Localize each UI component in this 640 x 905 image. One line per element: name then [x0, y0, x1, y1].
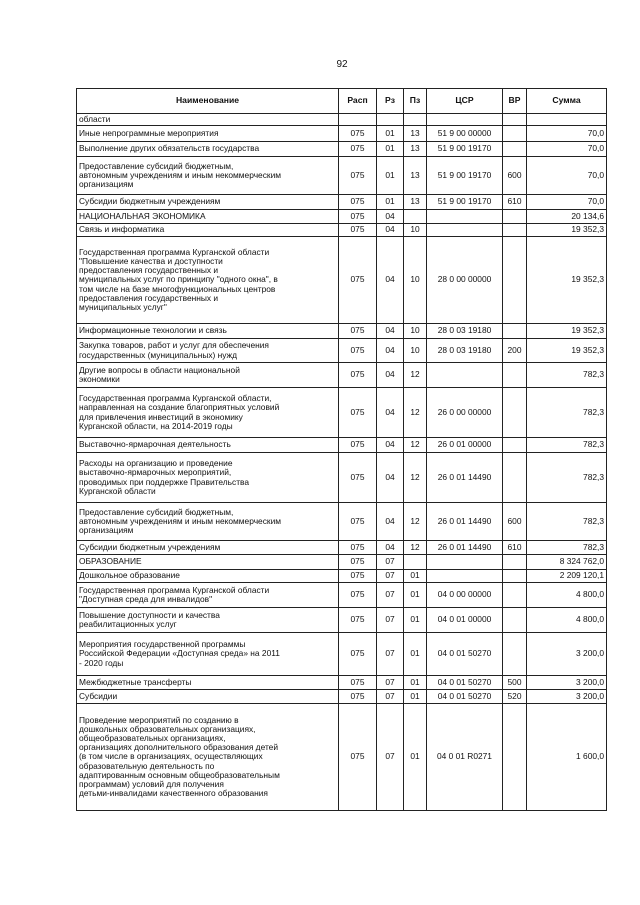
- cell-name: Субсидии бюджетным учреждениям: [77, 195, 339, 210]
- cell-name: Повышение доступности и качества реабилитационных услуг: [77, 608, 339, 633]
- cell-sum: 70,0: [527, 142, 607, 157]
- cell-name: Закупка товаров, работ и услуг для обеспечения государственных (муниципальных) нужд: [77, 339, 339, 363]
- cell-name: Проведение мероприятий по созданию в дошкольных образовательных организациях, общеобразовательных организациях, организациях дополнительного образования детей (в том числе в организациях, осуществляющих образовательную деятельность по адаптированным основным общеобразовательным программам) условий для получения детьми-инвалидами качественного образования: [77, 704, 339, 811]
- cell-pz: 12: [404, 388, 427, 438]
- cell-name: Дошкольное образование: [77, 570, 339, 583]
- cell-rasp: 075: [339, 633, 377, 676]
- cell-csr: 04 0 01 50270: [427, 690, 503, 704]
- table-row: [77, 142, 607, 157]
- cell-name: Межбюджетные трансферты: [77, 676, 339, 690]
- header-pz: Пз: [404, 89, 427, 114]
- cell-sum: 4 800,0: [527, 583, 607, 608]
- cell-name: ОБРАЗОВАНИЕ: [77, 555, 339, 570]
- cell-sum: 3 200,0: [527, 676, 607, 690]
- cell-csr: 26 0 01 14490: [427, 503, 503, 541]
- cell-rz: 04: [377, 503, 404, 541]
- cell-vr: [503, 126, 527, 142]
- table-row: [77, 690, 607, 704]
- table-row: [77, 157, 607, 195]
- cell-csr: [427, 555, 503, 570]
- cell-csr: 51 9 00 00000: [427, 126, 503, 142]
- cell-rasp: 075: [339, 363, 377, 388]
- cell-vr: [503, 388, 527, 438]
- cell-csr: 26 0 00 00000: [427, 388, 503, 438]
- cell-csr: 04 0 01 50270: [427, 633, 503, 676]
- cell-rasp: 075: [339, 704, 377, 811]
- cell-csr: [427, 570, 503, 583]
- cell-rz: 01: [377, 157, 404, 195]
- cell-rasp: 075: [339, 453, 377, 503]
- cell-pz: 01: [404, 704, 427, 811]
- cell-sum: 4 800,0: [527, 608, 607, 633]
- header-rz: Рз: [377, 89, 404, 114]
- table-row: [77, 210, 607, 224]
- cell-sum: [527, 114, 607, 126]
- table-body: [77, 114, 607, 811]
- cell-sum: 70,0: [527, 157, 607, 195]
- cell-vr: [503, 324, 527, 339]
- cell-sum: 19 352,3: [527, 224, 607, 237]
- cell-pz: 12: [404, 503, 427, 541]
- cell-csr: 51 9 00 19170: [427, 142, 503, 157]
- cell-rz: 07: [377, 555, 404, 570]
- cell-csr: 04 0 00 00000: [427, 583, 503, 608]
- cell-vr: [503, 608, 527, 633]
- cell-sum: 782,3: [527, 503, 607, 541]
- cell-sum: 782,3: [527, 453, 607, 503]
- table-row: [77, 388, 607, 438]
- cell-rasp: 075: [339, 126, 377, 142]
- cell-sum: 20 134,6: [527, 210, 607, 224]
- header-rasp: Расп: [339, 89, 377, 114]
- cell-rz: 01: [377, 126, 404, 142]
- cell-rasp: 075: [339, 324, 377, 339]
- cell-pz: 12: [404, 541, 427, 555]
- cell-name: НАЦИОНАЛЬНАЯ ЭКОНОМИКА: [77, 210, 339, 224]
- cell-csr: 26 0 01 14490: [427, 541, 503, 555]
- cell-rasp: 075: [339, 570, 377, 583]
- cell-vr: [503, 633, 527, 676]
- cell-csr: 51 9 00 19170: [427, 157, 503, 195]
- cell-name: Предоставление субсидий бюджетным, автономным учреждениям и иным некоммерческим организациям: [77, 157, 339, 195]
- cell-vr: [503, 704, 527, 811]
- cell-rasp: 075: [339, 237, 377, 324]
- table-row: [77, 583, 607, 608]
- cell-vr: [503, 363, 527, 388]
- cell-csr: [427, 210, 503, 224]
- cell-vr: [503, 237, 527, 324]
- table-row: [77, 555, 607, 570]
- cell-pz: 01: [404, 676, 427, 690]
- table-row: [77, 324, 607, 339]
- budget-table: [76, 88, 607, 811]
- table-row: [77, 237, 607, 324]
- cell-rasp: 075: [339, 541, 377, 555]
- cell-name: Связь и информатика: [77, 224, 339, 237]
- cell-rasp: 075: [339, 608, 377, 633]
- cell-rasp: 075: [339, 690, 377, 704]
- header-row: [77, 89, 607, 114]
- cell-rz: 04: [377, 388, 404, 438]
- cell-name: области: [77, 114, 339, 126]
- cell-csr: 26 0 01 00000: [427, 438, 503, 453]
- cell-csr: [427, 363, 503, 388]
- cell-rasp: 075: [339, 438, 377, 453]
- cell-rasp: 075: [339, 676, 377, 690]
- table-row: [77, 114, 607, 126]
- table-row: [77, 633, 607, 676]
- cell-csr: 28 0 00 00000: [427, 237, 503, 324]
- header-sum: Сумма: [527, 89, 607, 114]
- cell-rz: 07: [377, 583, 404, 608]
- table-row: [77, 453, 607, 503]
- header-name: Наименование: [77, 89, 339, 114]
- cell-csr: 51 9 00 19170: [427, 195, 503, 210]
- cell-vr: [503, 142, 527, 157]
- cell-rasp: 075: [339, 210, 377, 224]
- cell-pz: 12: [404, 453, 427, 503]
- cell-sum: 3 200,0: [527, 690, 607, 704]
- cell-rasp: 075: [339, 195, 377, 210]
- cell-pz: 12: [404, 363, 427, 388]
- table-row: [77, 126, 607, 142]
- cell-name: Информационные технологии и связь: [77, 324, 339, 339]
- cell-pz: [404, 114, 427, 126]
- cell-rz: 07: [377, 676, 404, 690]
- cell-pz: 13: [404, 126, 427, 142]
- cell-rasp: 075: [339, 142, 377, 157]
- cell-name: Субсидии: [77, 690, 339, 704]
- cell-vr: [503, 453, 527, 503]
- cell-rasp: 075: [339, 555, 377, 570]
- cell-sum: 19 352,3: [527, 324, 607, 339]
- header-csr: ЦСР: [427, 89, 503, 114]
- table-row: [77, 195, 607, 210]
- cell-sum: 70,0: [527, 126, 607, 142]
- cell-pz: 01: [404, 570, 427, 583]
- table-row: [77, 438, 607, 453]
- cell-vr: 500: [503, 676, 527, 690]
- cell-rz: 04: [377, 363, 404, 388]
- cell-name: Выставочно-ярмарочная деятельность: [77, 438, 339, 453]
- cell-name: Расходы на организацию и проведение выставочно-ярмарочных мероприятий, проводимых при поддержке Правительства Курганской области: [77, 453, 339, 503]
- cell-sum: 782,3: [527, 363, 607, 388]
- table-row: [77, 224, 607, 237]
- cell-name: Государственная программа Курганской области, направленная на создание благоприятных условий для привлечения инвестиций в экономику Курганской области, на 2014-2019 годы: [77, 388, 339, 438]
- cell-name: Предоставление субсидий бюджетным, автономным учреждениям и иным некоммерческим организациям: [77, 503, 339, 541]
- table-row: [77, 363, 607, 388]
- cell-csr: 04 0 01 00000: [427, 608, 503, 633]
- table-row: [77, 676, 607, 690]
- cell-rasp: [339, 114, 377, 126]
- cell-sum: 3 200,0: [527, 633, 607, 676]
- cell-pz: 01: [404, 633, 427, 676]
- cell-rz: 07: [377, 608, 404, 633]
- cell-csr: 28 0 03 19180: [427, 339, 503, 363]
- cell-vr: 610: [503, 541, 527, 555]
- cell-rz: 04: [377, 438, 404, 453]
- cell-csr: 04 0 01 50270: [427, 676, 503, 690]
- cell-rz: 04: [377, 453, 404, 503]
- cell-sum: 19 352,3: [527, 339, 607, 363]
- cell-csr: [427, 224, 503, 237]
- cell-sum: 70,0: [527, 195, 607, 210]
- cell-vr: [503, 210, 527, 224]
- cell-vr: [503, 114, 527, 126]
- cell-pz: 10: [404, 339, 427, 363]
- cell-pz: 01: [404, 583, 427, 608]
- cell-rz: 07: [377, 570, 404, 583]
- table-row: [77, 503, 607, 541]
- table-row: [77, 704, 607, 811]
- cell-vr: 520: [503, 690, 527, 704]
- cell-name: Иные непрограммные мероприятия: [77, 126, 339, 142]
- cell-name: Государственная программа Курганской области "Повышение качества и доступности предоставления государственных и муниципальных услуг по принципу "одного окна", в том числе на базе многофункциональных центров предоставления государственных и муниципальных услуг": [77, 237, 339, 324]
- cell-pz: [404, 210, 427, 224]
- cell-sum: 2 209 120,1: [527, 570, 607, 583]
- cell-rz: [377, 114, 404, 126]
- cell-sum: 782,3: [527, 438, 607, 453]
- cell-vr: 600: [503, 157, 527, 195]
- cell-rasp: 075: [339, 157, 377, 195]
- cell-rasp: 075: [339, 503, 377, 541]
- cell-rz: 07: [377, 704, 404, 811]
- cell-pz: 12: [404, 438, 427, 453]
- cell-name: Мероприятия государственной программы Российской Федерации «Доступная среда» на 2011 - 2020 годы: [77, 633, 339, 676]
- cell-rz: 07: [377, 690, 404, 704]
- cell-pz: [404, 555, 427, 570]
- cell-pz: 10: [404, 224, 427, 237]
- cell-vr: [503, 555, 527, 570]
- cell-csr: 04 0 01 R0271: [427, 704, 503, 811]
- cell-vr: [503, 224, 527, 237]
- cell-sum: 782,3: [527, 388, 607, 438]
- cell-csr: 28 0 03 19180: [427, 324, 503, 339]
- cell-name: Выполнение других обязательств государства: [77, 142, 339, 157]
- cell-rz: 04: [377, 541, 404, 555]
- cell-sum: 1 600,0: [527, 704, 607, 811]
- cell-name: Государственная программа Курганской области "Доступная среда для инвалидов": [77, 583, 339, 608]
- cell-sum: 8 324 762,0: [527, 555, 607, 570]
- cell-rz: 04: [377, 224, 404, 237]
- cell-rasp: 075: [339, 224, 377, 237]
- table-row: [77, 570, 607, 583]
- cell-sum: 19 352,3: [527, 237, 607, 324]
- cell-csr: [427, 114, 503, 126]
- cell-vr: [503, 570, 527, 583]
- cell-csr: 26 0 01 14490: [427, 453, 503, 503]
- table-row: [77, 608, 607, 633]
- cell-name: Другие вопросы в области национальной экономики: [77, 363, 339, 388]
- page-number: 92: [336, 59, 348, 70]
- cell-rz: 04: [377, 339, 404, 363]
- header-vr: ВР: [503, 89, 527, 114]
- cell-rz: 07: [377, 633, 404, 676]
- cell-rz: 04: [377, 210, 404, 224]
- cell-rz: 04: [377, 237, 404, 324]
- cell-rz: 01: [377, 195, 404, 210]
- cell-pz: 13: [404, 157, 427, 195]
- cell-rasp: 075: [339, 583, 377, 608]
- cell-pz: 10: [404, 237, 427, 324]
- cell-pz: 13: [404, 142, 427, 157]
- cell-rz: 01: [377, 142, 404, 157]
- cell-vr: 200: [503, 339, 527, 363]
- cell-pz: 01: [404, 608, 427, 633]
- cell-vr: 610: [503, 195, 527, 210]
- cell-pz: 01: [404, 690, 427, 704]
- cell-vr: [503, 583, 527, 608]
- table-row: [77, 541, 607, 555]
- cell-rasp: 075: [339, 339, 377, 363]
- cell-name: Субсидии бюджетным учреждениям: [77, 541, 339, 555]
- cell-vr: 600: [503, 503, 527, 541]
- cell-vr: [503, 438, 527, 453]
- cell-sum: 782,3: [527, 541, 607, 555]
- cell-rasp: 075: [339, 388, 377, 438]
- cell-pz: 13: [404, 195, 427, 210]
- table-row: [77, 339, 607, 363]
- cell-rz: 04: [377, 324, 404, 339]
- cell-pz: 10: [404, 324, 427, 339]
